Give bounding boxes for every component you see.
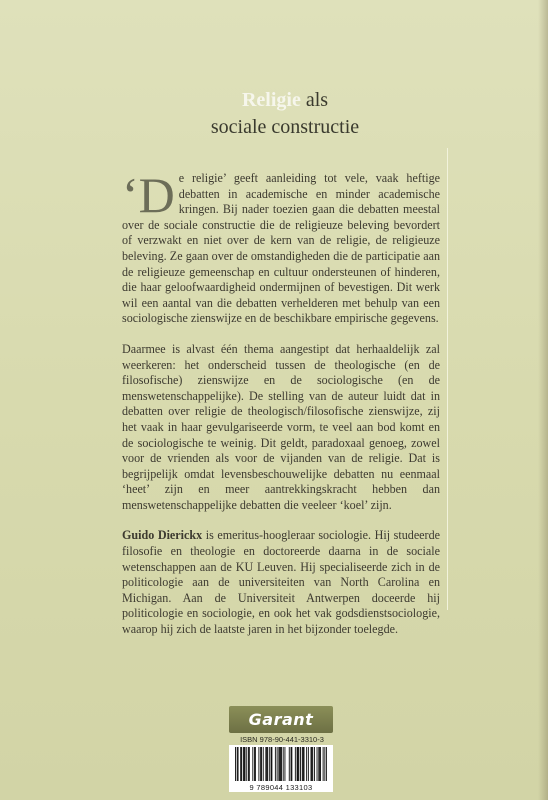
barcode-bar [297, 747, 298, 781]
barcode-bar [244, 747, 245, 781]
barcode-bar [275, 747, 276, 781]
book-title [150, 87, 420, 141]
barcode-bar [235, 747, 236, 781]
drop-cap: ‘D [122, 167, 175, 223]
author-bio-text: is emeritus-hoogleraar sociologie. Hij studeerde filosofie en theologie en doctoreerde daarna in de sociale wetenschappen aan de KU Leuven. Hij specialiseerde zich in de politicologie aan de universiteiten van North Carolina en Michigan. Aan de Universiteit Antwerpen doceerde hij politicologie en sociologie, en ook het vak godsdienstsociologie, waarop hij zich de laatste jaren in het bijzonder toelegde. [122, 528, 440, 637]
barcode-bar [303, 747, 304, 781]
barcode-bar [304, 747, 305, 781]
barcode-bar [277, 747, 278, 781]
barcode-bar [241, 747, 242, 781]
barcode-bar [263, 747, 264, 781]
publisher-logo-text: Garant [248, 710, 314, 729]
barcode-bar [300, 747, 301, 781]
barcode-bar [302, 747, 303, 781]
barcode-bar [280, 747, 281, 781]
barcode-bar [291, 747, 292, 781]
title-line-2: sociale constructie [210, 116, 360, 138]
barcode-bar [298, 747, 299, 781]
barcode-bar [269, 747, 270, 781]
barcode-bar [248, 747, 249, 781]
barcode-bar [237, 747, 238, 781]
blurb-paragraph-2: Daarmee is alvast één thema aangestipt dat herhaaldelijk zal weerkeren: het onderscheid tussen de theologische (en de filosofische) zienswijze en de sociologische (en de menswetenschappelijke). De stelling van de auteur luidt dat in debatten over religie de theologisch/filosofische zienswijze, zij het vaak in haar gevulgariseerde vorm, te veel aan bod komt en de sociologische te weinig. Dit geldt, paradoxaal genoeg, zowel voor de vrienden als voor de vijanden van de religie. Dat is begrijpelijk omdat levensbeschouwelijke debatten nu eenmaal ‘heet’ zijn en meer aantrekkingskracht hebben dan menswetenschappelijke debatten die veeleer ‘koel’ zijn. [122, 341, 440, 512]
barcode-bar [246, 747, 247, 781]
barcode-bar [318, 747, 319, 781]
cover-edge-shadow [538, 0, 548, 800]
barcode-bar [249, 747, 250, 781]
barcode-bar [297, 747, 298, 781]
author-bio [122, 528, 440, 637]
title-highlight: Religie [241, 89, 301, 111]
barcode-bar [317, 747, 318, 781]
barcode-bar [238, 747, 239, 781]
barcode-bar [261, 747, 262, 781]
barcode-bar [311, 747, 312, 781]
author-name: Guido Dierickx [122, 528, 203, 543]
barcode-bar [295, 747, 296, 781]
barcode-bar [255, 747, 256, 781]
barcode-bar [278, 747, 279, 781]
barcode-bar [240, 747, 241, 781]
barcode [229, 745, 333, 792]
barcode-bar [260, 747, 261, 781]
title-line1-rest: als [300, 89, 329, 111]
barcode-bars [235, 747, 327, 781]
barcode-bar [254, 747, 255, 781]
isbn-label: ISBN 978-90-441-3310-3 [240, 735, 324, 744]
barcode-bar [291, 747, 292, 781]
blurb-paragraph-1 [122, 167, 440, 327]
barcode-bar [279, 747, 280, 781]
barcode-bar [284, 747, 285, 781]
blurb-text [122, 167, 440, 653]
publisher-logo [229, 706, 333, 733]
barcode-bar [324, 747, 325, 781]
barcode-bar [252, 747, 253, 781]
barcode-bar [326, 747, 327, 781]
barcode-bar [281, 747, 282, 781]
barcode-bar [245, 747, 246, 781]
barcode-bar [283, 747, 284, 781]
barcode-bar [243, 747, 244, 781]
barcode-bar [306, 747, 307, 781]
barcode-bar [308, 747, 309, 781]
barcode-bar [289, 747, 290, 781]
barcode-bar [258, 747, 259, 781]
barcode-bar [266, 747, 267, 781]
barcode-number: 9 789044 133103 [249, 783, 313, 792]
barcode-bar [311, 747, 312, 781]
frame-line [447, 148, 448, 610]
barcode-bar [271, 747, 272, 781]
barcode-bar [320, 747, 321, 781]
barcode-bar [319, 747, 320, 781]
barcode-bar [267, 747, 268, 781]
barcode-bar [271, 747, 272, 781]
barcode-bar [323, 747, 324, 781]
barcode-bar [265, 747, 266, 781]
barcode-bar [312, 747, 313, 781]
barcode-bar [314, 747, 315, 781]
paragraph-1-text: e religie’ geeft aanleiding tot vele, vaak heftige debatten in academische en minder academische kringen. Bij nader toezien gaan die debatten meestal over de sociale constructie die de religieuze beleving bevordert of verzwakt en niet over de kern van de religie, de religieuze beleving. Ze gaan over de omstandigheden die de participatie aan de religieuze gemeenschap en cultuur ondersteunen of hinderen, die haar geloofwaardigheid ondermijnen of bevestigen. Dit werk wil een aantal van die debatten verhelderen met behulp van een sociologische zienswijze en de beschikbare empirische gegevens. [122, 171, 440, 326]
title-line-1 [150, 87, 420, 114]
